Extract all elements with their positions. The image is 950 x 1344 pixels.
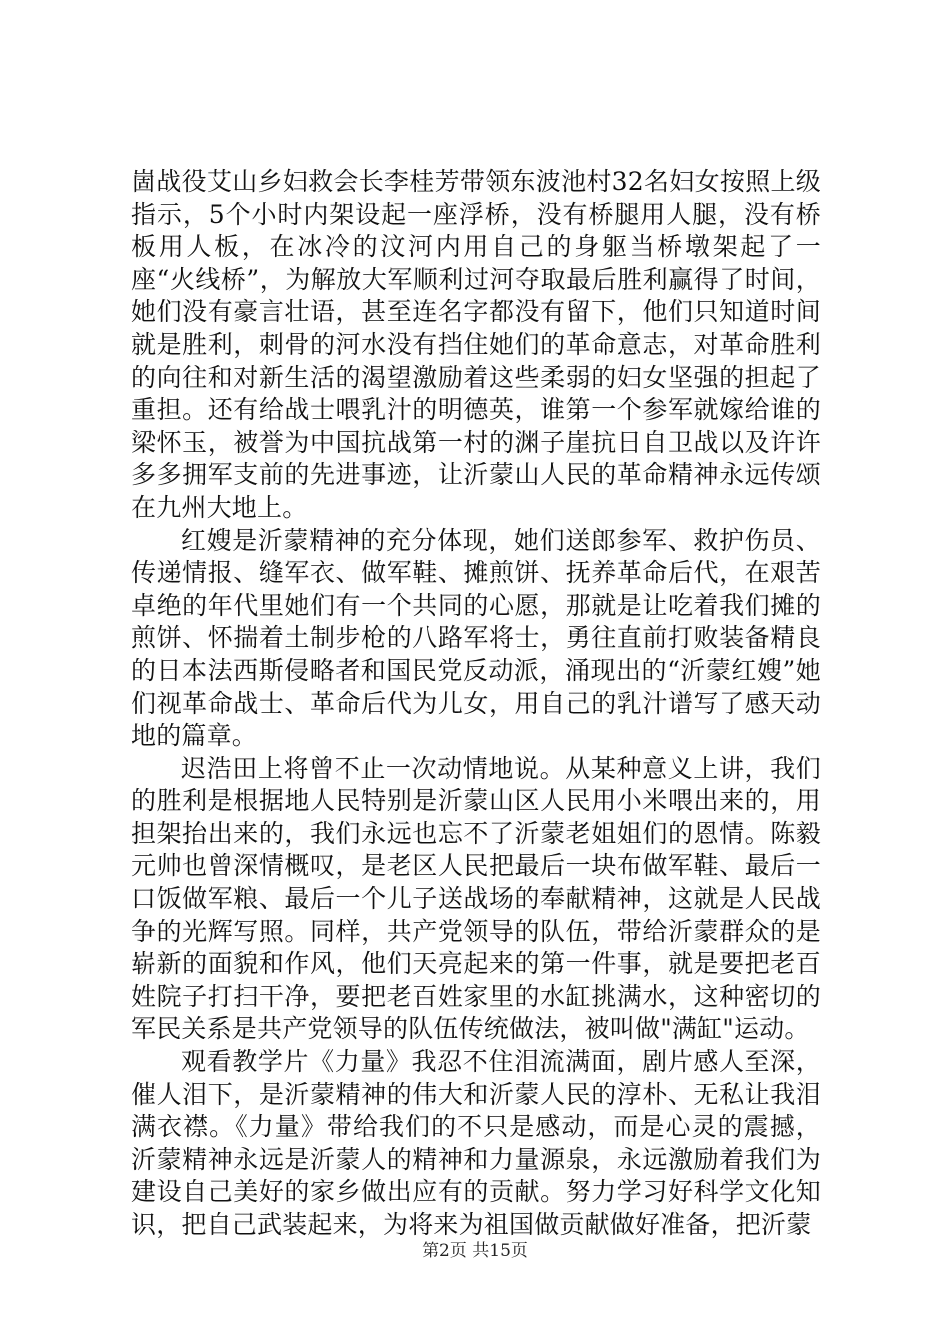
paragraph-1: 崮战役艾山乡妇救会长李桂芳带领东波池村32名妇女按照上级指示，5个小时内架设起一座浮桥，没有桥腿用人腿，没有桥板用人板，在冰冷的汶河内用自己的身躯当桥墩架起了一座“火线桥”，为解放大军顺利过河夺取最后胜利赢得了时间，她们没有豪言壮语，甚至连名字都没有留下，他们只知道时间就是胜利，刺骨的河水没有挡住她们的革命意志，对革命胜利的向往和对新生活的渴望激励着这些柔弱的妇女坚强的担起了重担。还有给战士喂乳汁的明德英，谁第一个参军就嫁给谁的梁怀玉，被誉为中国抗战第一村的渊子崖抗日自卫战以及许许多多拥军支前的先进事迹，让沂蒙山人民的革命精神永远传颂在九州大地上。 [131,167,821,522]
paragraph-3: 迟浩田上将曾不止一次动情地说。从某种意义上讲，我们的胜利是根据地人民特别是沂蒙山区人民用小米喂出来的，用担架抬出来的，我们永远也忘不了沂蒙老姐姐们的恩情。陈毅元帅也曾深情概叹，是老区人民把最后一块布做军鞋、最后一口饭做军粮、最后一个儿子送战场的奉献精神，这就是人民战争的光辉写照。同样，共产党领导的队伍，带给沂蒙群众的是崭新的面貌和作风，他们天亮起来的第一件事，就是要把老百姓院子打扫干净，要把老百姓家里的水缸挑满水，这种密切的军民关系是共产党领导的队伍传统做法，被叫做"满缸"运动。 [131,753,821,1044]
body-text [131,166,821,1242]
paragraph-2: 红嫂是沂蒙精神的充分体现，她们送郎参军、救护伤员、传递情报、缝军衣、做军鞋、摊煎饼、抚养革命后代，在艰苦卓绝的年代里她们有一个共同的心愿，那就是让吃着我们摊的煎饼、怀揣着土制步枪的八路军将士，勇往直前打败装备精良的日本法西斯侵略者和国民党反动派，涌现出的“沂蒙红嫂”她们视革命战士、革命后代为儿女，用自己的乳汁谱写了感天动地的篇章。 [131,525,821,751]
paragraph-4: 观看教学片《力量》我忍不住泪流满面，剧片感人至深，催人泪下，是沂蒙精神的伟大和沂蒙人民的淳朴、无私让我泪满衣襟。《力量》带给我们的不只是感动，而是心灵的震撼，沂蒙精神永远是沂蒙人的精神和力量源泉，永远激励着我们为建设自己美好的家乡做出应有的贡献。努力学习好科学文化知识，把自己武装起来，为将来为祖国做贡献做好准备，把沂蒙 [131,1047,821,1239]
page-footer: 第2页 共15页 [422,1241,528,1261]
